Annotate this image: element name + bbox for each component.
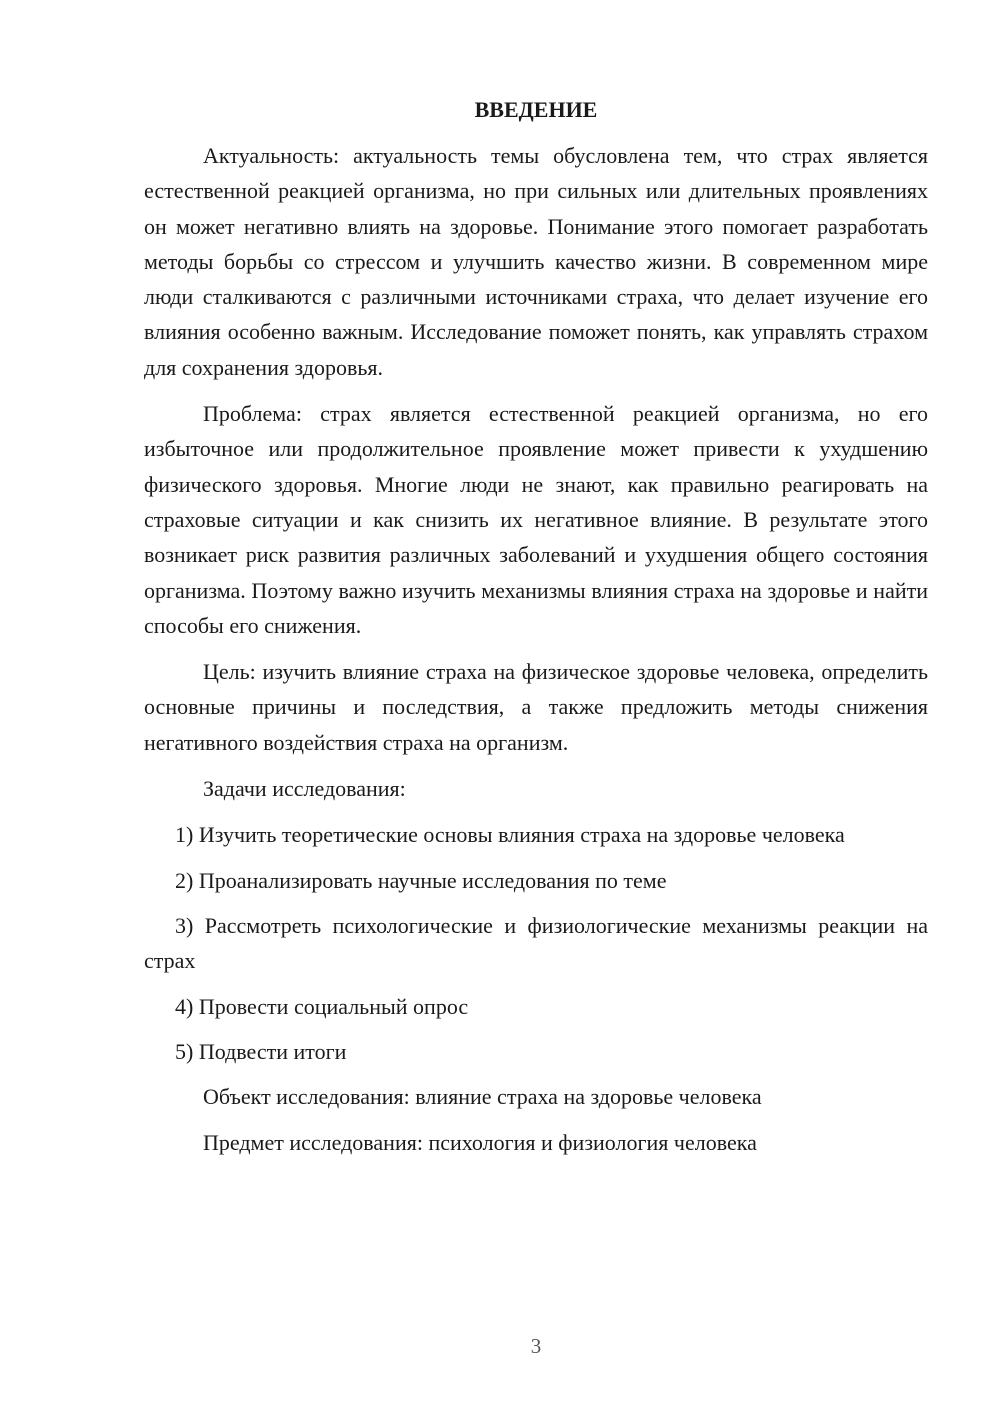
tasks-heading: Задачи исследования: [203, 776, 406, 802]
list-item: 2) Проанализировать научные исследования по теме [175, 867, 667, 893]
page-content [144, 92, 928, 1161]
tasks-list [144, 817, 928, 1069]
paragraph-problem: Проблема: страх является естественной реакцией организма, но его избыточное или продолжительное проявление может привести к ухудшению физического здоровья. Многие люди не знают, как правильно реагировать на страховые ситуации и как снизить их негативное влияние. В результате этого возникает риск развития различных заболеваний и ухудшения общего состояния организма. Поэтому важно изучить механизмы влияния страха на здоровье и найти способы его снижения. [144, 401, 928, 638]
page-number: 3 [530, 1334, 542, 1358]
research-object: Объект исследования: влияние страха на здоровье человека [203, 1084, 762, 1110]
paragraph-relevance: Актуальность: актуальность темы обусловлена тем, что страх является естественной реакцией организма, но при сильных или длительных проявлениях он может негативно влиять на здоровье. Понимание этого помогает разработать методы борьбы со стрессом и улучшить качество жизни. В современном мире люди сталкиваются с различными источниками страха, что делает изучение его влияния особенно важным. Исследование поможет понять, как управлять страхом для сохранения здоровья. [144, 143, 928, 380]
paragraph-goal: Цель: изучить влияние страха на физическое здоровье человека, определить основные причины и последствия, а также предложить методы снижения негативного воздействия страха на организм. [144, 659, 928, 755]
section-title: ВВЕДЕНИЕ [474, 97, 598, 122]
list-item: 3) Рассмотреть психологические и физиологические механизмы реакции на страх [144, 912, 928, 974]
list-item: 5) Подвести итоги [175, 1038, 347, 1064]
research-subject: Предмет исследования: психология и физиология человека [203, 1130, 757, 1156]
list-item: 4) Провести социальный опрос [175, 993, 469, 1019]
list-item: 1) Изучить теоретические основы влияния страха на здоровье человека [175, 822, 845, 848]
